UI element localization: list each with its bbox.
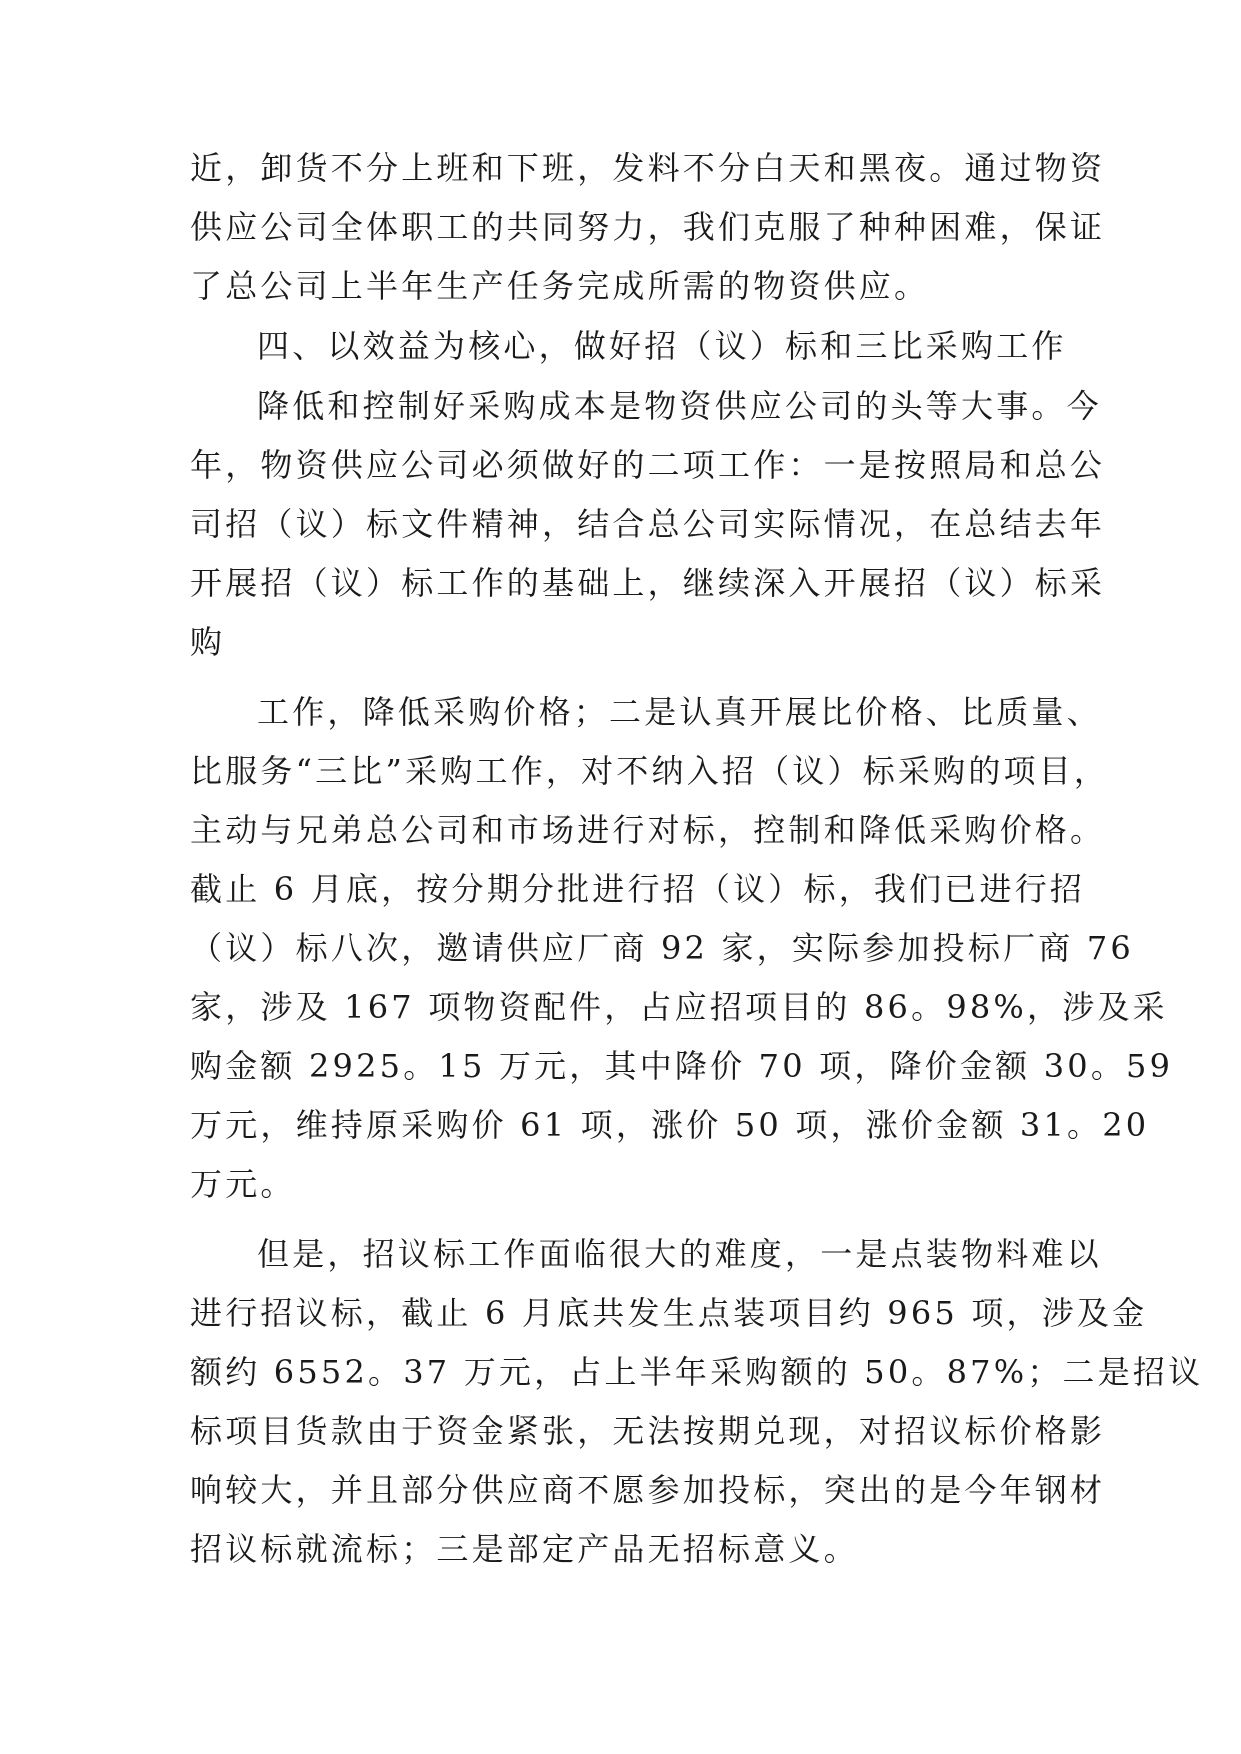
text-line: 比服务“三比”采购工作，对不纳入招（议）标采购的项目， <box>190 752 1110 790</box>
text-line: 额约 6552。37 万元，占上半年采购额的 50。87%；二是招议 <box>190 1353 1204 1391</box>
text-line: 购 <box>190 623 226 661</box>
text-line: 但是，招议标工作面临很大的难度，一是点装物料难以 <box>257 1235 1102 1273</box>
text-line: 家，涉及 167 项物资配件，占应招项目的 86。98%，涉及采 <box>190 988 1168 1026</box>
text-line: 进行招议标，截止 6 月底共发生点装项目约 965 项，涉及金 <box>190 1294 1148 1332</box>
text-line: 司招（议）标文件精神，结合总公司实际情况，在总结去年 <box>190 505 1106 543</box>
text-line: 招议标就流标；三是部定产品无招标意义。 <box>190 1530 859 1568</box>
text-line: 年，物资供应公司必须做好的二项工作：一是按照局和总公 <box>190 446 1106 484</box>
text-line: 降低和控制好采购成本是物资供应公司的头等大事。今 <box>257 387 1102 425</box>
text-line: 截止 6 月底，按分期分批进行招（议）标，我们已进行招 <box>190 870 1086 908</box>
text-line: 供应公司全体职工的共同努力，我们克服了种种困难，保证 <box>190 208 1106 246</box>
text-line: 标项目货款由于资金紧张，无法按期兑现，对招议标价格影 <box>190 1412 1106 1450</box>
text-line: 万元。 <box>190 1165 296 1203</box>
text-line: 工作，降低采购价格；二是认真开展比价格、比质量、 <box>257 693 1102 731</box>
text-line: 近，卸货不分上班和下班，发料不分白天和黑夜。通过物资 <box>190 149 1106 187</box>
text-line: 响较大，并且部分供应商不愿参加投标，突出的是今年钢材 <box>190 1471 1106 1509</box>
text-line: 了总公司上半年生产任务完成所需的物资供应。 <box>190 267 930 305</box>
text-line: 万元，维持原采购价 61 项，涨价 50 项，涨价金额 31。20 <box>190 1106 1150 1144</box>
text-line: 主动与兄弟总公司和市场进行对标，控制和降低采购价格。 <box>190 811 1106 849</box>
section-heading: 四、以效益为核心，做好招（议）标和三比采购工作 <box>257 327 1067 365</box>
text-line: （议）标八次，邀请供应厂商 92 家，实际参加投标厂商 76 <box>190 929 1134 967</box>
text-line: 开展招（议）标工作的基础上，继续深入开展招（议）标采 <box>190 564 1106 602</box>
text-line: 购金额 2925。15 万元，其中降价 70 项，降价金额 30。59 <box>190 1047 1174 1085</box>
